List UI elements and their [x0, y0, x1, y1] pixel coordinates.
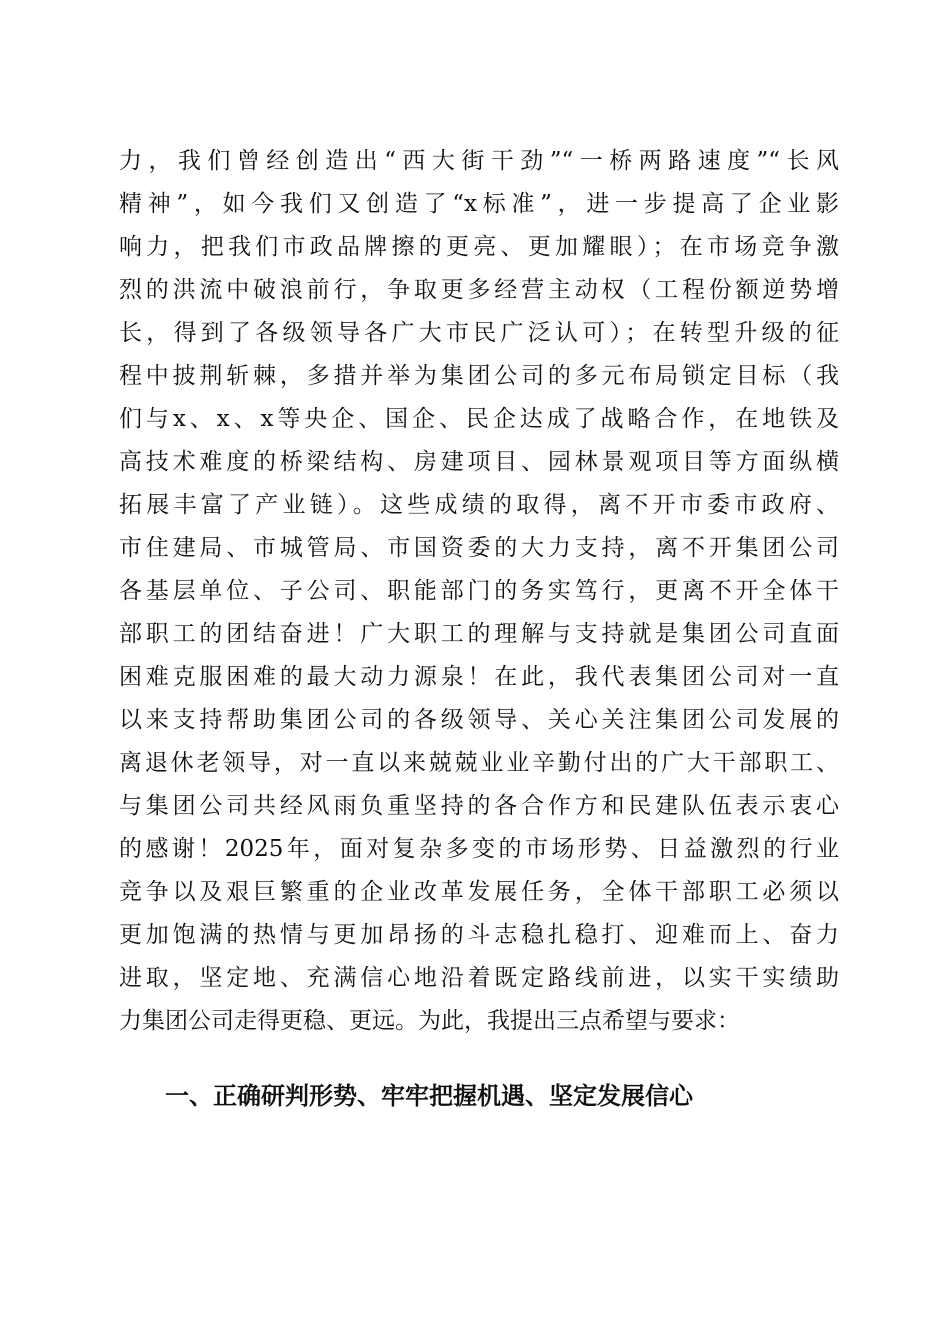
paragraph-line: 困难克服困难的最大动力源泉！在此，我代表集团公司对一直 — [119, 664, 839, 690]
paragraph-line: 烈的洪流中破浪前行，争取更多经营主动权（工程份额逆势增 — [119, 277, 839, 303]
paragraph-line: 更加饱满的热情与更加昂扬的斗志稳扎稳打、迎难而上、奋力 — [119, 922, 839, 948]
paragraph-line: 的感谢！2025年，面对复杂多变的市场形势、日益激烈的行业 — [119, 836, 839, 862]
paragraph-line: 以来支持帮助集团公司的各级领导、关心关注集团公司发展的 — [119, 707, 839, 733]
paragraph-line: 与集团公司共经风雨负重坚持的各合作方和民建队伍表示衷心 — [119, 793, 839, 819]
paragraph-line: 们与x、x、x等央企、国企、民企达成了战略合作，在地铁及 — [119, 406, 839, 432]
paragraph-line: 竞争以及艰巨繁重的企业改革发展任务，全体干部职工必须以 — [119, 879, 839, 905]
paragraph-line: 部职工的团结奋进！广大职工的理解与支持就是集团公司直面 — [119, 621, 839, 647]
paragraph-line: 精神”，如今我们又创造了“x标准”，进一步提高了企业影 — [119, 191, 839, 217]
paragraph-line: 离退休老领导，对一直以来兢兢业业辛勤付出的广大干部职工、 — [119, 750, 839, 776]
paragraph-line: 响力，把我们市政品牌擦的更亮、更加耀眼）；在市场竞争激 — [119, 234, 839, 260]
paragraph-line: 进取，坚定地、充满信心地沿着既定路线前进，以实干实绩助 — [119, 965, 839, 991]
paragraph-line: 程中披荆斩棘，多措并举为集团公司的多元布局锁定目标（我 — [119, 363, 839, 389]
paragraph-line: 拓展丰富了产业链）。这些成绩的取得，离不开市委市政府、 — [119, 492, 839, 518]
paragraph-line: 长，得到了各级领导各广大市民广泛认可）；在转型升级的征 — [119, 320, 839, 346]
paragraph-line: 高技术难度的桥梁结构、房建项目、园林景观项目等方面纵横 — [119, 449, 839, 475]
paragraph-line: 各基层单位、子公司、职能部门的务实笃行，更离不开全体干 — [119, 578, 839, 604]
paragraph-line: 力，我们曾经创造出“西大街干劲”“一桥两路速度”“长风 — [119, 148, 839, 174]
paragraph-line: 市住建局、市城管局、市国资委的大力支持，离不开集团公司 — [119, 535, 839, 561]
section-heading: 一、正确研判形势、牢牢把握机遇、坚定发展信心 — [165, 1082, 693, 1110]
paragraph-line: 力集团公司走得更稳、更远。为此，我提出三点希望与要求： — [119, 1008, 740, 1034]
